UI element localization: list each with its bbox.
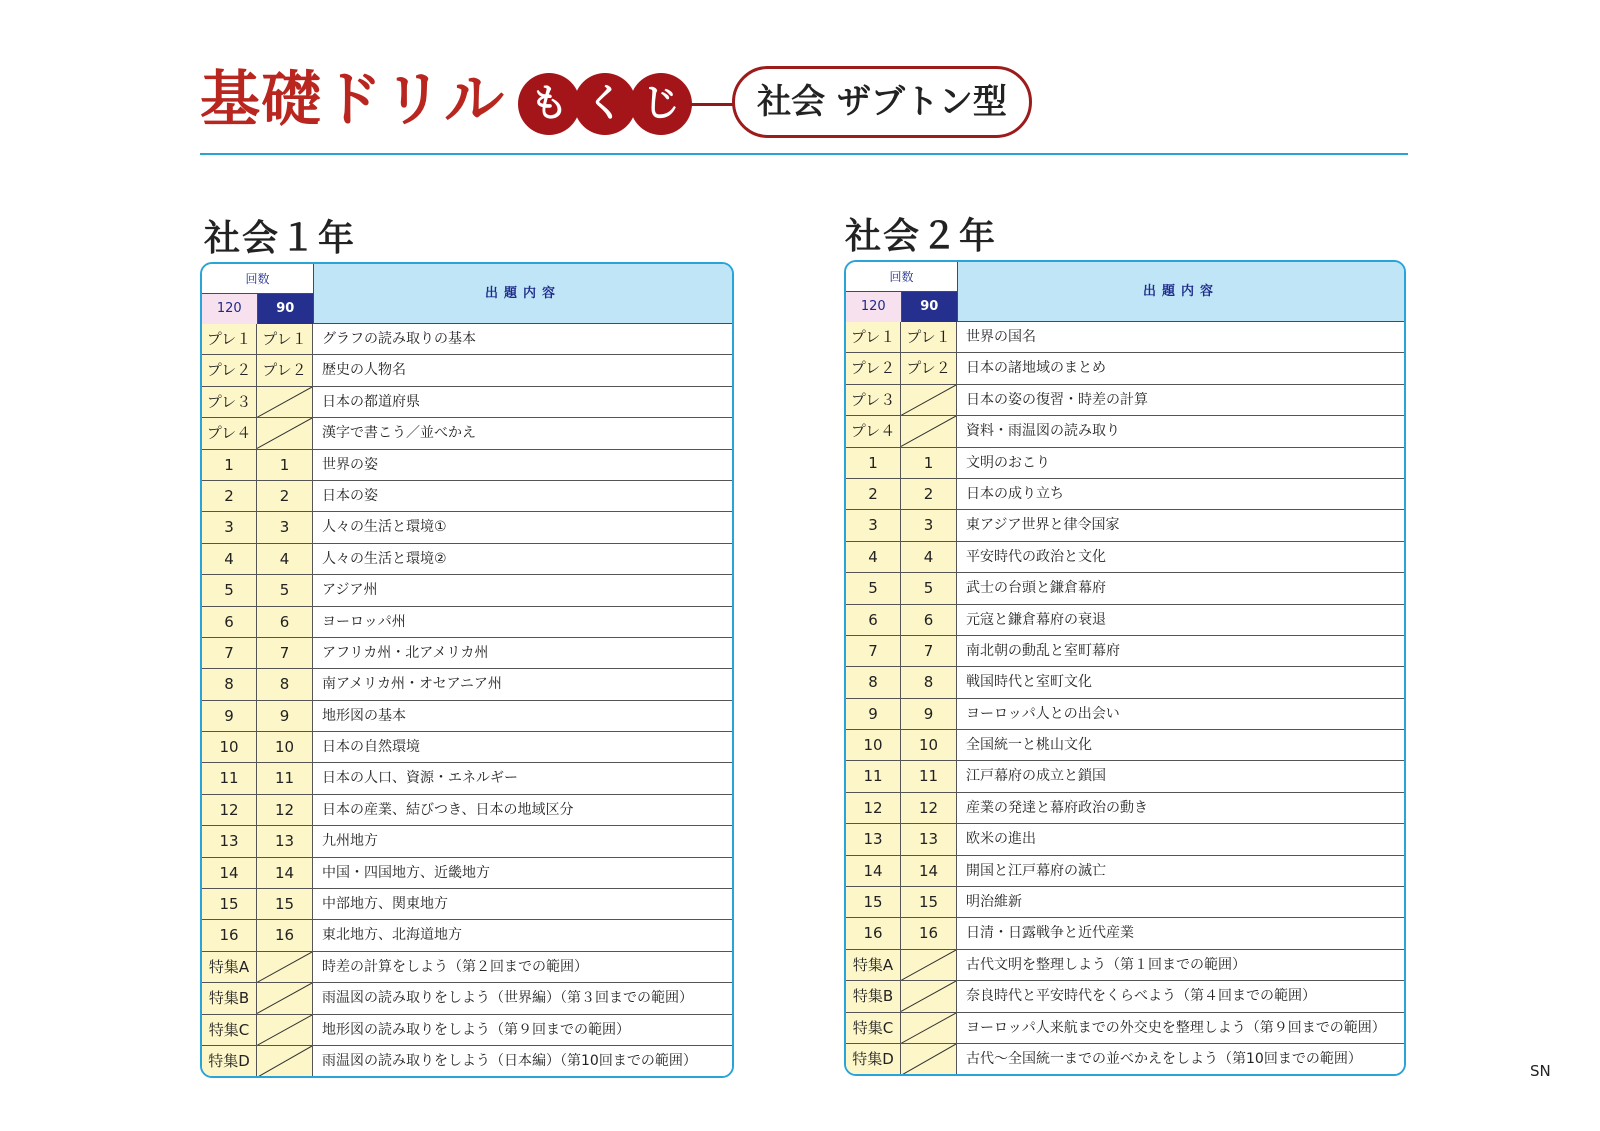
cell-90: 11 [901,761,957,791]
cell-90: 6 [257,607,313,637]
cell-90: 15 [257,889,313,919]
cell-120: 6 [846,605,901,635]
cell-90: 13 [901,824,957,854]
cell-120: 10 [202,732,257,762]
cell-90-empty [901,385,957,415]
cell-90: 7 [257,638,313,668]
cell-120: 特集D [202,1046,257,1077]
cell-content: 日清・日露戦争と近代産業 [957,918,1404,948]
title-connector-line [690,103,734,106]
cell-120: 5 [846,573,901,603]
cell-content: 全国統一と桃山文化 [957,730,1404,760]
cell-90: 9 [901,699,957,729]
cell-120: プレ３ [846,385,901,415]
cell-120: 11 [202,763,257,793]
cell-content: 平安時代の政治と文化 [957,542,1404,572]
table-row [846,479,1404,510]
table-row [846,542,1404,573]
cell-90: 14 [257,858,313,888]
table-row [846,824,1404,855]
cell-content: グラフの読み取りの基本 [313,324,732,354]
cell-90: 5 [901,573,957,603]
table-row [846,448,1404,479]
cell-90: 3 [901,510,957,540]
cell-content: 欧米の進出 [957,824,1404,854]
table-header [202,264,732,324]
cell-90-empty [257,1015,313,1045]
cell-90: 9 [257,701,313,731]
section-title-year1: 社会１年 [204,218,357,259]
section-title-year2: 社会２年 [845,216,998,257]
table-row [846,1013,1404,1044]
table-row [202,669,732,700]
cell-90: 16 [901,918,957,948]
table-row [202,355,732,386]
cell-120: 3 [202,512,257,542]
cell-content: 漢字で書こう／並べかえ [313,418,732,448]
cell-120: 特集A [846,950,901,980]
cell-content: 戦国時代と室町文化 [957,667,1404,697]
cell-90-empty [901,1013,957,1043]
cell-content: アジア州 [313,575,732,605]
cell-120: 特集C [846,1013,901,1043]
cell-90: 8 [901,667,957,697]
cell-content: 古代～全国統一までの並べかえをしよう（第10回までの範囲） [957,1044,1404,1075]
cell-90-empty [257,418,313,448]
cell-90: 15 [901,887,957,917]
cell-content: 南アメリカ州・オセアニア州 [313,669,732,699]
table-header [846,262,1404,322]
cell-120: 特集A [202,952,257,982]
cell-120: 9 [202,701,257,731]
table-row [846,730,1404,761]
cell-90: 16 [257,920,313,950]
table-row [202,889,732,920]
cell-90: 10 [901,730,957,760]
cell-120: 2 [202,481,257,511]
cell-120: 1 [846,448,901,478]
cell-90: 10 [257,732,313,762]
cell-120: プレ２ [846,353,901,383]
table-row [202,607,732,638]
table-row [846,761,1404,792]
cell-90: 12 [901,793,957,823]
table-row [202,418,732,449]
cell-90: プレ２ [257,355,313,385]
cell-90-empty [257,1046,313,1077]
circle-char-1: も [518,73,580,135]
cell-content: 歴史の人物名 [313,355,732,385]
cell-content: 地形図の基本 [313,701,732,731]
cell-content: 日本の成り立ち [957,479,1404,509]
table-row [202,544,732,575]
table-row [846,699,1404,730]
cell-content: 日本の人口、資源・エネルギー [313,763,732,793]
cell-content: ヨーロッパ人との出会い [957,699,1404,729]
cell-content: 日本の諸地域のまとめ [957,353,1404,383]
table-row [202,450,732,481]
table-year2 [844,260,1406,1076]
table-row [202,324,732,355]
header-90: 90 [258,294,314,324]
cell-content: 中国・四国地方、近畿地方 [313,858,732,888]
header-kaisu: 回数 [846,262,957,292]
cell-90: プレ１ [901,322,957,352]
cell-120: 5 [202,575,257,605]
table-row [846,1044,1404,1075]
cell-90-empty [257,983,313,1013]
cell-120: プレ３ [202,387,257,417]
table-row [846,918,1404,949]
cell-content: 江戸幕府の成立と鎖国 [957,761,1404,791]
cell-content: 時差の計算をしよう（第２回までの範囲） [313,952,732,982]
cell-90: 6 [901,605,957,635]
table-row [202,575,732,606]
cell-content: アフリカ州・北アメリカ州 [313,638,732,668]
cell-120: 13 [202,826,257,856]
table-rows [202,324,732,1077]
cell-90: 12 [257,795,313,825]
table-row [202,387,732,418]
cell-content: 産業の発達と幕府政治の動き [957,793,1404,823]
cell-content: 東北地方、北海道地方 [313,920,732,950]
cell-90-empty [257,387,313,417]
cell-120: プレ２ [202,355,257,385]
cell-content: ヨーロッパ州 [313,607,732,637]
table-row [846,353,1404,384]
table-year1 [200,262,734,1078]
cell-90: 7 [901,636,957,666]
cell-120: 13 [846,824,901,854]
cell-120: 4 [846,542,901,572]
cell-120: 7 [202,638,257,668]
cell-120: 2 [846,479,901,509]
cell-content: 明治維新 [957,887,1404,917]
cell-90: プレ２ [901,353,957,383]
cell-90-empty [901,1044,957,1075]
cell-120: 1 [202,450,257,480]
table-row [202,1046,732,1077]
cell-content: 世界の姿 [313,450,732,480]
cell-120: プレ１ [846,322,901,352]
cell-content: 開国と江戸幕府の滅亡 [957,856,1404,886]
table-row [202,920,732,951]
cell-90-empty [901,416,957,446]
table-row [202,481,732,512]
subject-pill: 社会 ザブトン型 [732,66,1032,138]
table-row [202,952,732,983]
table-row [846,667,1404,698]
table-row [202,858,732,889]
cell-120: 特集D [846,1044,901,1075]
header-content: 出題内容 [958,262,1404,321]
table-row [846,856,1404,887]
cell-120: 14 [202,858,257,888]
header-120: 120 [846,292,902,322]
table-row [202,1015,732,1046]
table-row [202,826,732,857]
table-row [202,732,732,763]
cell-content: 日本の都道府県 [313,387,732,417]
cell-90-empty [901,950,957,980]
cell-90-empty [257,952,313,982]
cell-120: 12 [846,793,901,823]
table-row [846,385,1404,416]
cell-120: プレ４ [846,416,901,446]
header-kaisu: 回数 [202,264,313,294]
cell-120: 6 [202,607,257,637]
cell-120: 11 [846,761,901,791]
cell-content: 資料・雨温図の読み取り [957,416,1404,446]
header-120: 120 [202,294,258,324]
cell-120: 特集C [202,1015,257,1045]
cell-content: 九州地方 [313,826,732,856]
cell-90: 8 [257,669,313,699]
cell-90: 11 [257,763,313,793]
cell-content: 武士の台頭と鎌倉幕府 [957,573,1404,603]
cell-120: 特集B [846,981,901,1011]
table-row [846,950,1404,981]
table-row [846,981,1404,1012]
cell-content: 日本の姿の復習・時差の計算 [957,385,1404,415]
cell-90: 1 [257,450,313,480]
cell-120: 3 [846,510,901,540]
cell-content: 人々の生活と環境② [313,544,732,574]
page-title: 基礎ドリル [200,65,505,135]
cell-content: 日本の姿 [313,481,732,511]
table-row [846,573,1404,604]
table-row [846,416,1404,447]
cell-90: 14 [901,856,957,886]
cell-90-empty [901,981,957,1011]
cell-90: 4 [257,544,313,574]
table-row [202,763,732,794]
cell-content: 古代文明を整理しよう（第１回までの範囲） [957,950,1404,980]
cell-content: ヨーロッパ人来航までの外交史を整理しよう（第９回までの範囲） [957,1013,1404,1043]
cell-90: 2 [257,481,313,511]
cell-90: 13 [257,826,313,856]
cell-120: 15 [846,887,901,917]
cell-content: 雨温図の読み取りをしよう（日本編）（第10回までの範囲） [313,1046,732,1077]
cell-120: 8 [202,669,257,699]
header-content: 出題内容 [314,264,732,323]
circle-char-3: じ [630,73,692,135]
cell-content: 世界の国名 [957,322,1404,352]
circle-char-2: く [574,73,636,135]
table-row [202,701,732,732]
cell-120: 16 [202,920,257,950]
table-row [202,983,732,1014]
cell-120: 9 [846,699,901,729]
cell-content: 奈良時代と平安時代をくらべよう（第４回までの範囲） [957,981,1404,1011]
cell-90: 1 [901,448,957,478]
cell-120: 10 [846,730,901,760]
cell-120: 8 [846,667,901,697]
cell-120: 15 [202,889,257,919]
cell-content: 地形図の読み取りをしよう（第９回までの範囲） [313,1015,732,1045]
table-row [202,638,732,669]
header-divider [200,153,1408,155]
table-row [846,793,1404,824]
cell-120: 16 [846,918,901,948]
table-row [846,636,1404,667]
cell-content: 人々の生活と環境① [313,512,732,542]
cell-120: プレ４ [202,418,257,448]
cell-120: 12 [202,795,257,825]
cell-90: プレ１ [257,324,313,354]
cell-120: 7 [846,636,901,666]
cell-content: 南北朝の動乱と室町幕府 [957,636,1404,666]
cell-90: 2 [901,479,957,509]
cell-120: 14 [846,856,901,886]
table-row [846,510,1404,541]
cell-content: 日本の産業、結びつき、日本の地域区分 [313,795,732,825]
cell-90: 4 [901,542,957,572]
cell-content: 元寇と鎌倉幕府の衰退 [957,605,1404,635]
cell-content: 日本の自然環境 [313,732,732,762]
table-row [846,887,1404,918]
cell-content: 雨温図の読み取りをしよう（世界編）（第３回までの範囲） [313,983,732,1013]
table-row [846,605,1404,636]
cell-120: 4 [202,544,257,574]
table-row [202,512,732,543]
cell-120: プレ１ [202,324,257,354]
header-90: 90 [902,292,958,322]
table-row [846,322,1404,353]
cell-content: 東アジア世界と律令国家 [957,510,1404,540]
footer-code: SN [1530,1062,1551,1080]
cell-120: 特集B [202,983,257,1013]
table-rows [846,322,1404,1075]
cell-90: 5 [257,575,313,605]
cell-90: 3 [257,512,313,542]
cell-content: 中部地方、関東地方 [313,889,732,919]
cell-content: 文明のおこり [957,448,1404,478]
table-row [202,795,732,826]
